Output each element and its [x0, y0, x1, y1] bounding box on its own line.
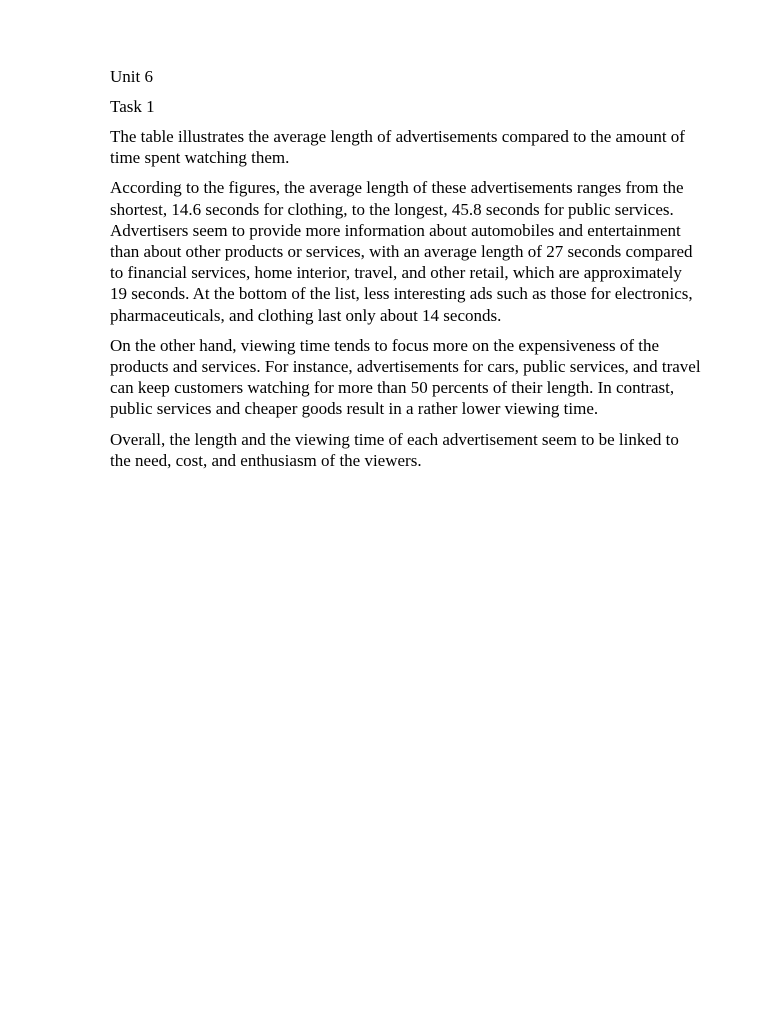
task-heading: Task 1 [110, 97, 155, 116]
paragraph-viewing-time: On the other hand, viewing time tends to focus more on the expensiveness of the products and services. For instance, advertisements for cars, public services, and travel can keep customers watching for more than 50 percents of their length. In contrast, public services and cheaper goods result in a rather lower viewing time. [110, 335, 701, 419]
paragraph-length: According to the figures, the average length of these advertisements ranges from the shortest, 14.6 seconds for clothing, to the longest, 45.8 seconds for public services. Advertisers seem to provide more information about automobiles and entertainment than about other products or services, with an average length of 27 seconds compared to financial services, home interior, travel, and other retail, which are approximately 19 seconds. At the bottom of the list, less interesting ads such as those for electronics, pharmaceuticals, and clothing last only about 14 seconds. [110, 178, 693, 325]
document-page [110, 66, 702, 480]
unit-heading: Unit 6 [110, 67, 153, 86]
paragraph-intro: The table illustrates the average length of advertisements compared to the amount of time spent watching them. [110, 127, 685, 168]
paragraph-overall: Overall, the length and the viewing time of each advertisement seem to be linked to the need, cost, and enthusiasm of the viewers. [110, 429, 679, 470]
